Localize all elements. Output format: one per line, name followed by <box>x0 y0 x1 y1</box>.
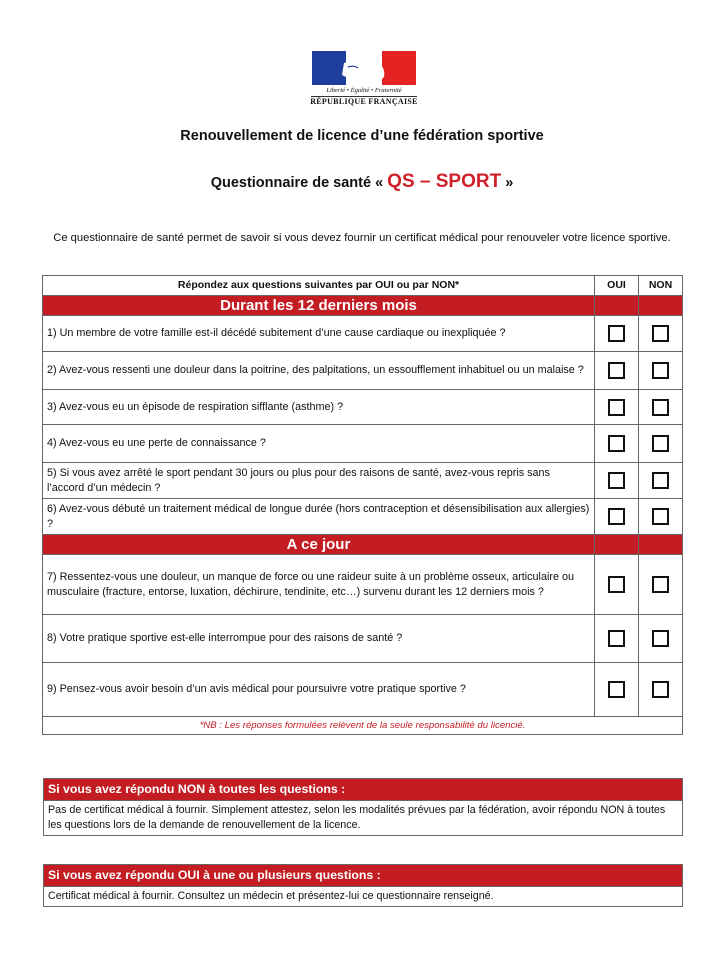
logo-republic: RÉPUBLIQUE FRANÇAISE <box>310 97 418 106</box>
all-no-box <box>43 778 683 836</box>
yes-checkbox[interactable] <box>608 435 625 452</box>
document-subtitle <box>0 171 724 193</box>
section-heading: A ce jour <box>43 535 595 555</box>
subtitle-highlight: QS – SPORT <box>387 171 502 192</box>
question-text: 2) Avez-vous ressenti une douleur dans la poitrine, des palpitations, un essoufflement inhabituel ou un malaise ? <box>43 352 595 390</box>
question-text: 1) Un membre de votre famille est-il décédé subitement d’une cause cardiaque ou inexpliquée ? <box>43 316 595 352</box>
some-yes-body: Certificat médical à fournir. Consultez un médecin et présentez-lui ce questionnaire renseigné. <box>43 887 683 907</box>
question-row <box>43 615 683 663</box>
question-row <box>43 425 683 463</box>
table-header-row <box>43 276 683 296</box>
question-row <box>43 463 683 499</box>
question-row <box>43 663 683 717</box>
question-text: 5) Si vous avez arrêté le sport pendant 30 jours ou plus pour des raisons de santé, avez-vous repris sans l’accord d’un médecin ? <box>43 463 595 499</box>
question-row <box>43 499 683 535</box>
some-yes-heading: Si vous avez répondu OUI à une ou plusieurs questions : <box>43 864 683 887</box>
section-heading: Durant les 12 derniers mois <box>43 296 595 316</box>
yes-checkbox[interactable] <box>608 630 625 647</box>
all-no-heading: Si vous avez répondu NON à toutes les questions : <box>43 778 683 801</box>
section-row <box>43 535 683 555</box>
no-checkbox[interactable] <box>652 472 669 489</box>
question-row <box>43 390 683 425</box>
yes-checkbox[interactable] <box>608 399 625 416</box>
subtitle-suffix: » <box>501 175 514 191</box>
yes-checkbox[interactable] <box>608 576 625 593</box>
marianne-profile-icon <box>334 55 394 85</box>
questionnaire-table <box>42 275 683 735</box>
some-yes-box <box>43 864 683 907</box>
question-text: 3) Avez-vous eu un épisode de respiration sifflante (asthme) ? <box>43 390 595 425</box>
section-row <box>43 296 683 316</box>
no-checkbox[interactable] <box>652 435 669 452</box>
question-row <box>43 555 683 615</box>
yes-checkbox[interactable] <box>608 472 625 489</box>
yes-checkbox[interactable] <box>608 325 625 342</box>
question-row <box>43 352 683 390</box>
question-text: 7) Ressentez-vous une douleur, un manque de force ou une raideur suite à un problème osseux, articulaire ou musculaire (fracture, entorse, luxation, déchirure, tendinite, etc…) survenu durant les 12 derniers mois ? <box>43 555 595 615</box>
intro-text: Ce questionnaire de santé permet de savoir si vous devez fournir un certificat médical pour renouveler votre licence sportive. <box>53 232 671 244</box>
header-instruction: Répondez aux questions suivantes par OUI ou par NON* <box>43 276 595 296</box>
all-no-body: Pas de certificat médical à fournir. Simplement attestez, selon les modalités prévues par la fédération, avoir répondu NON à toutes les questions lors de la demande de renouvellement de la licence. <box>43 801 683 836</box>
document-title: Renouvellement de licence d’une fédération sportive <box>180 128 544 144</box>
nb-note: *NB : Les réponses formulées relèvent de la seule responsabilité du licencié. <box>43 717 683 735</box>
question-text: 8) Votre pratique sportive est-elle interrompue pour des raisons de santé ? <box>43 615 595 663</box>
no-checkbox[interactable] <box>652 325 669 342</box>
no-checkbox[interactable] <box>652 681 669 698</box>
question-row <box>43 316 683 352</box>
no-checkbox[interactable] <box>652 399 669 416</box>
yes-checkbox[interactable] <box>608 681 625 698</box>
header-yes: OUI <box>595 276 639 296</box>
yes-checkbox[interactable] <box>608 508 625 525</box>
header-no: NON <box>639 276 683 296</box>
question-text: 9) Pensez-vous avoir besoin d’un avis médical pour poursuivre votre pratique sportive ? <box>43 663 595 717</box>
nb-row <box>43 717 683 735</box>
tricolor-flag <box>312 51 416 85</box>
logo-motto: Liberté • Égalité • Fraternité <box>326 87 402 94</box>
yes-checkbox[interactable] <box>608 362 625 379</box>
no-checkbox[interactable] <box>652 576 669 593</box>
question-text: 6) Avez-vous débuté un traitement médical de longue durée (hors contraception et désensibilisation aux allergies) ? <box>43 499 595 535</box>
no-checkbox[interactable] <box>652 508 669 525</box>
subtitle-prefix: Questionnaire de santé « <box>210 175 388 191</box>
republique-francaise-logo <box>309 47 419 112</box>
question-text: 4) Avez-vous eu une perte de connaissance ? <box>43 425 595 463</box>
no-checkbox[interactable] <box>652 630 669 647</box>
no-checkbox[interactable] <box>652 362 669 379</box>
